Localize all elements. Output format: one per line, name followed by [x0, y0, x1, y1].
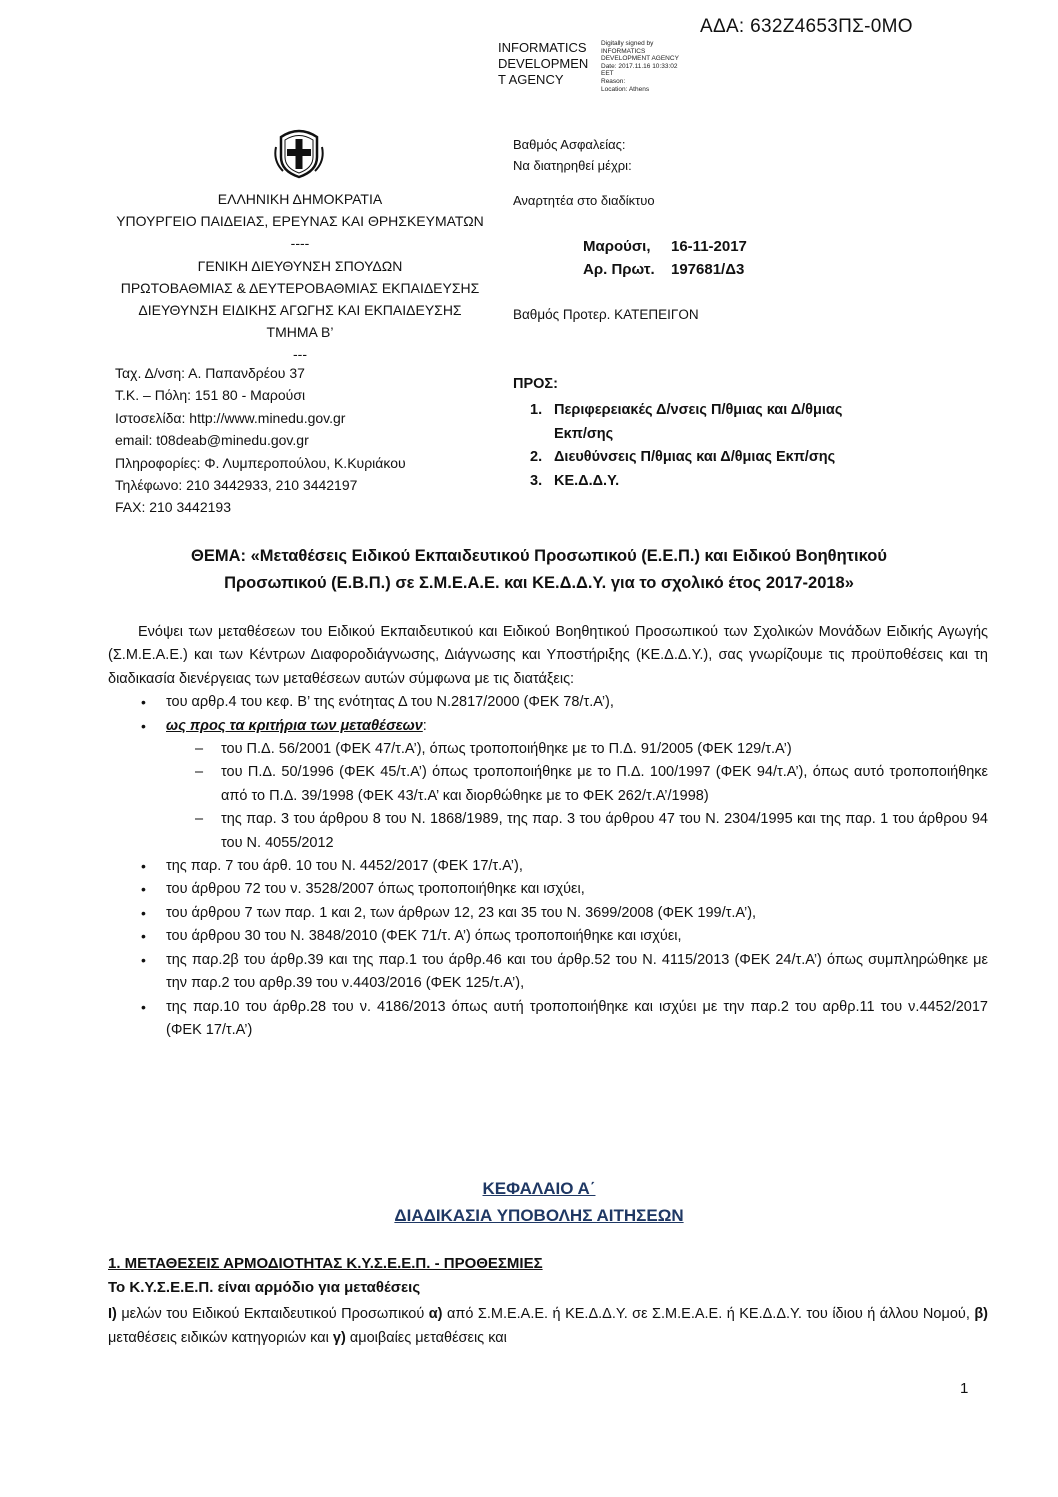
text-run: από Σ.Μ.Ε.Α.Ε. ή ΚΕ.Δ.Δ.Υ. σε Σ.Μ.Ε.Α.Ε. ή ΚΕ.Δ.Δ.Υ. του ίδιου ή άλλου Νομού,: [442, 1306, 975, 1322]
list-item: • του άρθρου 7 των παρ. 1 και 2, των άρθρων 12, 23 και 35 του Ν. 3699/2008 (ΦΕΚ 199/τ.Α’),: [141, 902, 988, 925]
chapter-heading: ΚΕΦΑΛΑΙΟ Α΄ ΔΙΑΔΙΚΑΣΙΑ ΥΠΟΒΟΛΗΣ ΑΙΤΗΣΕΩΝ: [394, 1179, 684, 1225]
document-date: Μαρούσι, 16-11-2017: [583, 238, 747, 255]
recipient-item: 1. Περιφερειακές Δ/νσεις Π/θμιας και Δ/θμιας Εκπ/σης: [530, 402, 843, 442]
digital-signature-details: Digitally signed by INFORMATICS DEVELOPMENT AGENCY Date: 2017.11.16 10:33:02 EET Reason: Location: Athens: [601, 40, 679, 93]
page-number: 1: [960, 1380, 969, 1397]
section-paragraph: [108, 1302, 988, 1350]
posting-note: Αναρτητέα στο διαδίκτυο: [513, 193, 655, 208]
text-run: μεταθέσεις ειδικών κατηγοριών και: [108, 1330, 333, 1346]
provisions-list: [108, 691, 988, 1042]
criteria-sublist: [166, 738, 988, 855]
text-run: μελών του Ειδικού Εκπαιδευτικού Προσωπικού: [116, 1306, 429, 1322]
list-item: – του Π.Δ. 56/2001 (ΦΕΚ 47/τ.Α’), όπως τροποποιήθηκε με το Π.Δ. 91/2005 (ΦΕΚ 129/τ.Α’): [195, 738, 988, 761]
intro-paragraph: Ενόψει των μεταθέσεων του Ειδικού Εκπαιδευτικού και Ειδικού Βοηθητικού Προσωπικού των Σχολικών Μονάδων Ειδικής Αγωγής (Σ.Μ.Ε.Α.Ε.) και των Κέντρων Διαφοροδιάγνωσης, Διάγνωσης και Υποστήριξης (ΚΕ.Δ.Δ.Υ.), σας γνωρίζουμε τις προϋποθέσεις και τη διαδικασία διενέργειας των μεταθέσεων αυτών σύμφωνα με τις διατάξεις:: [108, 624, 988, 687]
list-item: – της παρ. 3 του άρθρου 8 του Ν. 1868/1989, της παρ. 3 του άρθρου 47 του Ν. 2304/1995 και της παρ. 1 του άρθρου 94 του Ν. 4055/2012: [195, 808, 988, 855]
list-item: • του αρθρ.4 του κεφ. Β’ της ενότητας Δ του Ν.2817/2000 (ΦΕΚ 78/τ.Α’),: [141, 691, 988, 714]
digital-signature-name: INFORMATICS DEVELOPMEN T AGENCY: [498, 40, 589, 87]
bold-run: I): [108, 1306, 117, 1322]
contact-info: [115, 362, 406, 519]
list-item: – του Π.Δ. 50/1996 (ΦΕΚ 45/τ.Α’) όπως τροποποιήθηκε με το Π.Δ. 100/1997 (ΦΕΚ 94/τ.Α’), όπως αυτό τροποποιήθηκε από το Π.Δ. 39/1998 (ΦΕΚ 43/τ.Α’ και διορθώθηκε με το ΦΕΚ 262/τ.Α’/1998): [195, 761, 988, 808]
ministry-header: ΕΛΛΗΝΙΚΗ ΔΗΜΟΚΡΑΤΙΑ ΥΠΟΥΡΓΕΙΟ ΠΑΙΔΕΙΑΣ, ΕΡΕΥΝΑΣ ΚΑΙ ΘΡΗΣΚΕΥΜΑΤΩΝ ---- ΓΕΝΙΚΗ ΔΙΕΥΘΥΝΣΗ ΣΠΟΥΔΩΝ ΠΡΩΤΟΒΑΘΜΙΑΣ & ΔΕΥΤΕΡΟΒΑΘΜΙΑΣ ΕΚΠΑΙΔΕΥΣΗΣ ΔΙΕΥΘΥΝΣΗ ΕΙΔΙΚΗΣ ΑΓΩΓΗΣ ΚΑΙ ΕΚΠΑΙΔΕΥΣΗΣ ΤΜΗΜΑ Β’ ---: [116, 191, 484, 363]
bold-run: β): [974, 1306, 988, 1322]
section-subheading: Το Κ.Υ.Σ.Ε.Ε.Π. είναι αρμόδιο για μεταθέσεις: [108, 1279, 421, 1296]
list-item: • του άρθρου 72 του ν. 3528/2007 όπως τροποποιήθηκε και ισχύει,: [141, 878, 988, 901]
list-item: • της παρ.2β του άρθρ.39 και της παρ.1 του άρθρ.46 και του άρθρ.52 του Ν. 4115/2013 (ΦΕΚ 24/τ.Α’) όπως συμπληρώθηκε με την παρ.2 του αρθρ.39 του ν.4403/2016 (ΦΕΚ 125/τ.Α’),: [141, 949, 988, 996]
priority-level: Βαθμός Προτερ. ΚΑΤΕΠΕΙΓΟΝ: [513, 307, 699, 322]
recipient-item: 2. Διευθύνσεις Π/θμιας και Δ/θμιας Εκπ/σης: [530, 449, 836, 465]
website-line: Ιστοσελίδα: http://www.minedu.gov.gr: [115, 409, 346, 426]
bold-run: γ): [332, 1330, 346, 1346]
section-heading: 1. ΜΕΤΑΘΕΣΕΙΣ ΑΡΜΟΔΙΟΤΗΤΑΣ Κ.Υ.Σ.Ε.Ε.Π. - ΠΡΟΘΕΣΜΙΕΣ: [108, 1255, 543, 1272]
fax-line: FAX: 210 3442193: [115, 499, 231, 516]
ada-code: ΑΔΑ: 632Ζ4653ΠΣ-0ΜΟ: [700, 16, 913, 37]
recipients-label: ΠΡΟΣ:: [513, 376, 558, 392]
bold-run: α): [428, 1306, 443, 1322]
text-run: αμοιβαίες μεταθέσεις και: [345, 1330, 507, 1346]
greek-coat-of-arms-icon: [273, 127, 325, 179]
list-item: • της παρ. 7 του άρθ. 10 του Ν. 4452/2017 (ΦΕΚ 17/τ.Α’),: [141, 855, 988, 878]
date-protocol-block: [583, 235, 747, 281]
address-line: Ταχ. Δ/νση: Α. Παπανδρέου 37: [115, 365, 305, 381]
security-level: Βαθμός Ασφαλείας: Να διατηρηθεί μέχρι:: [513, 137, 632, 173]
list-item: • του άρθρου 30 του Ν. 3848/2010 (ΦΕΚ 71/τ. Α’) όπως τροποποιήθηκε και ισχύει,: [141, 925, 988, 948]
document-subject: ΘΕΜΑ: «Μεταθέσεις Ειδικού Εκπαιδευτικού Προσωπικού (Ε.Ε.Π.) και Ειδικού Βοηθητικού Προσωπικού (Ε.Β.Π.) σε Σ.Μ.Ε.Α.Ε. και ΚΕ.Δ.Δ.Υ. για το σχολικό έτος 2017-2018»: [191, 547, 887, 592]
recipients-list: [530, 399, 842, 493]
protocol-number: Αρ. Πρωτ. 197681/Δ3: [583, 261, 745, 278]
list-item: • της παρ.10 του άρθρ.28 του ν. 4186/2013 όπως αυτή τροποποιήθηκε και ισχύει με την παρ.2 του αρθρ.11 του ν.4452/2017 (ΦΕΚ 17/τ.Α’): [141, 996, 988, 1043]
email-line: email: t08deab@minedu.gov.gr: [115, 432, 309, 449]
info-line: Πληροφορίες: Φ. Λυμπεροπούλου, Κ.Κυριάκου: [115, 454, 406, 471]
recipient-item: 3. ΚΕ.Δ.Δ.Υ.: [530, 472, 620, 489]
document-body: [108, 621, 988, 1042]
list-item: • ως προς τα κριτήρια των μεταθέσεων: – του Π.Δ. 56/2001 (ΦΕΚ 47/τ.Α’), όπως τροποποιήθηκε με το Π.Δ. 91/2005 (ΦΕΚ 129/τ.Α’) – του Π.Δ. 50/1996 (ΦΕΚ 45/τ.Α’) όπως τροποποιήθηκε με το Π.Δ. 100/1997 (ΦΕΚ 94/τ.Α’), όπως αυτό τροποποιήθηκε από το Π.Δ. 39/1998 (ΦΕΚ 43/τ.Α’ και διορθώθηκε με το ΦΕΚ 262/τ.Α’/1998) – της παρ. 3 του άρθρου 8 του Ν. 1868/1989, της παρ. 3 του άρθρου 47 του Ν. 2304/1995 και της παρ. 1 του άρθρου 94 του Ν. 4055/2012: [141, 715, 988, 855]
phone-line: Τηλέφωνο: 210 3442933, 210 3442197: [115, 477, 358, 494]
postcode-line: Τ.Κ. – Πόλη: 151 80 - Μαρούσι: [115, 387, 306, 404]
